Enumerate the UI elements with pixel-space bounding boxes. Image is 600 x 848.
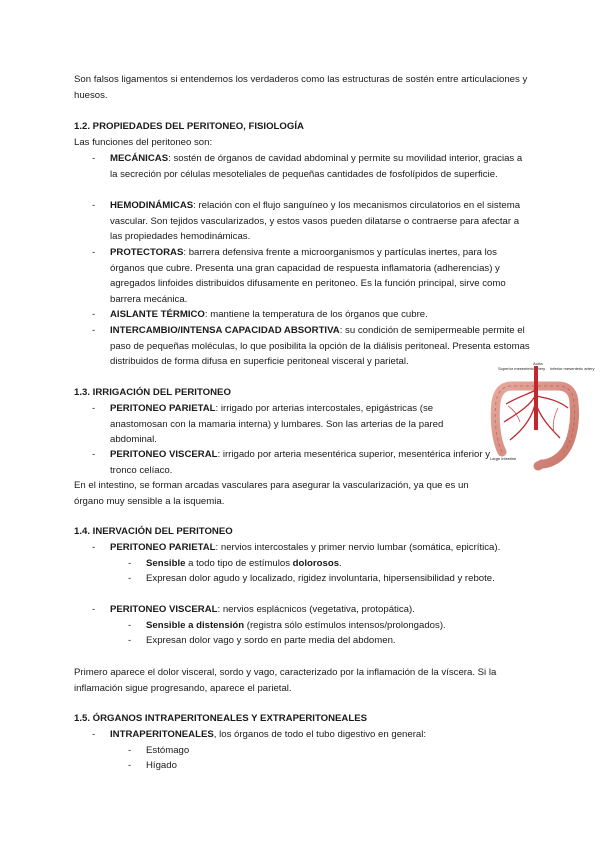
item-text: : barrera defensiva frente a microorganismos y partículas inertes, para los órganos que cubre. Presenta una gran capacidad de respuesta inflamatoria (adherencias) y agregados linfoides distribuidos difusamente en peritoneo. Es la función principal, sirve como barrera mecánica. — [110, 247, 506, 305]
sublist-item-sensible — [146, 556, 526, 572]
term: INTERCAMBIO/INTENSA CAPACIDAD ABSORTIVA — [110, 325, 340, 336]
section-1-2-heading: 1.2. PROPIEDADES DEL PERITONEO, FISIOLOGÍA — [74, 121, 304, 132]
figure-label-inferior: Inferior mesenteric artery — [550, 366, 595, 371]
section-1-4-heading: 1.4. INERVACIÓN DEL PERITONEO — [74, 526, 233, 537]
figure-label-superior: Superior mesenteric artery — [498, 366, 546, 371]
sublist-item-distension — [146, 618, 526, 634]
term: PERITONEO PARIETAL — [110, 403, 216, 414]
list-item-intercambio — [110, 323, 530, 370]
item-text: : su condición de semipermeable permite el paso de pequeñas moléculas, lo que posibilita la opción de la diálisis peritoneal. Presenta estomas distribuidos de forma difusa en superficie peritoneal visceral y parietal. — [110, 325, 530, 368]
section-1-2-lead: Las funciones del peritoneo son: — [74, 137, 213, 148]
term: PERITONEO VISCERAL — [110, 604, 218, 615]
list-item-visceral-inervacion — [110, 602, 530, 618]
item-text: (registra sólo estímulos intensos/prolongados). — [244, 620, 446, 631]
item-text: : sostén de órganos de cavidad abdominal y permite su movilidad interior, gracias a la secreción por células mesoteliales de pequeñas cantidades de fosfolípidos de superficie. — [110, 153, 523, 180]
section-1-3-closing: En el intestino, se forman arcadas vasculares para asegurar la vascularización, ya que es un órgano muy sensible a la isquemia. — [74, 480, 469, 507]
term: Sensible — [146, 558, 186, 569]
section-1-3-heading: 1.3. IRRIGACIÓN DEL PERITONEO — [74, 387, 231, 398]
list-item-hemodinamicas — [110, 198, 530, 245]
sublist-dash: - — [128, 573, 132, 584]
list-item-parietal-irrigacion — [110, 401, 492, 448]
list-item-mecanicas — [110, 151, 530, 182]
item-text: : mantiene la temperatura de los órganos que cubre. — [204, 309, 428, 320]
intro-paragraph: Son falsos ligamentos si entendemos los verdaderos como las estructuras de sostén entre articulaciones y huesos. — [74, 74, 528, 101]
sublist-dash: - — [128, 760, 132, 771]
list-dash: - — [92, 449, 96, 460]
figure-label-aorta: Aorta — [533, 361, 543, 366]
list-dash: - — [92, 729, 96, 740]
item-text: : nervios esplácnicos (vegetativa, protopática). — [217, 604, 415, 615]
list-item-parietal-inervacion — [110, 540, 530, 556]
term: PERITONEO VISCERAL — [110, 449, 218, 460]
item-text: : relación con el flujo sanguíneo y los mecanismos circulatorios en el sistema vascular. Son tejidos vascularizados, y estos vasos pueden dilatarse o contraerse para afectar a las propiedades hemodinámicas. — [110, 200, 521, 243]
item-end: . — [339, 558, 342, 569]
term: Sensible a distensión — [146, 620, 245, 631]
sublist-dash: - — [128, 620, 132, 631]
list-dash: - — [92, 153, 96, 164]
term-2: dolorosos — [292, 558, 340, 569]
term: PERITONEO PARIETAL — [110, 542, 216, 553]
item-text: , los órganos de todo el tubo digestivo en general: — [213, 729, 427, 740]
term: INTRAPERITONEALES — [110, 729, 214, 740]
large-intestine-illustration — [488, 360, 595, 470]
list-dash: - — [92, 325, 96, 336]
term: AISLANTE TÉRMICO — [110, 309, 205, 320]
list-dash: - — [92, 247, 96, 258]
term: PROTECTORAS — [110, 247, 184, 258]
sublist-item-estomago: Estómago — [146, 745, 190, 756]
term: HEMODINÁMICAS — [110, 200, 194, 211]
sublist-item-dolor-vago: Expresan dolor vago y sordo en parte media del abdomen. — [146, 635, 396, 646]
list-item-visceral-irrigacion — [110, 447, 492, 478]
figure-label-large: Large intestine — [490, 456, 517, 461]
list-dash: - — [92, 403, 96, 414]
sublist-dash: - — [128, 635, 132, 646]
item-text: : irrigado por arteria mesentérica superior, mesentérica inferior y tronco celíaco. — [110, 449, 490, 476]
term: MECÁNICAS — [110, 153, 169, 164]
list-dash: - — [92, 542, 96, 553]
list-item-aislante — [110, 307, 530, 323]
list-item-intraperitoneales — [110, 727, 530, 743]
section-1-5-heading: 1.5. ÓRGANOS INTRAPERITONEALES Y EXTRAPERITONEALES — [74, 713, 368, 724]
sublist-item-higado: Hígado — [146, 760, 177, 771]
sublist-dash: - — [128, 558, 132, 569]
list-item-protectoras — [110, 245, 530, 307]
item-text: a todo tipo de estímulos — [185, 558, 293, 569]
sublist-dash: - — [128, 745, 132, 756]
section-1-4-closing: Primero aparece el dolor visceral, sordo y vago, caracterizado por la inflamación de la víscera. Si la inflamación sigue progresando, aparece el parietal. — [74, 667, 497, 694]
item-text: : nervios intercostales y primer nervio lumbar (somática, epicrítica). — [215, 542, 501, 553]
list-dash: - — [92, 200, 96, 211]
list-dash: - — [92, 309, 96, 320]
item-text: : irrigado por arterias intercostales, epigástricas (se anastomosan con la mamaria interna) y lumbares. Son las arterias de la pared abdominal. — [110, 403, 444, 446]
sublist-item-dolor-agudo: Expresan dolor agudo y localizado, rigidez involuntaria, hipersensibilidad y rebote. — [146, 573, 495, 584]
list-dash: - — [92, 604, 96, 615]
